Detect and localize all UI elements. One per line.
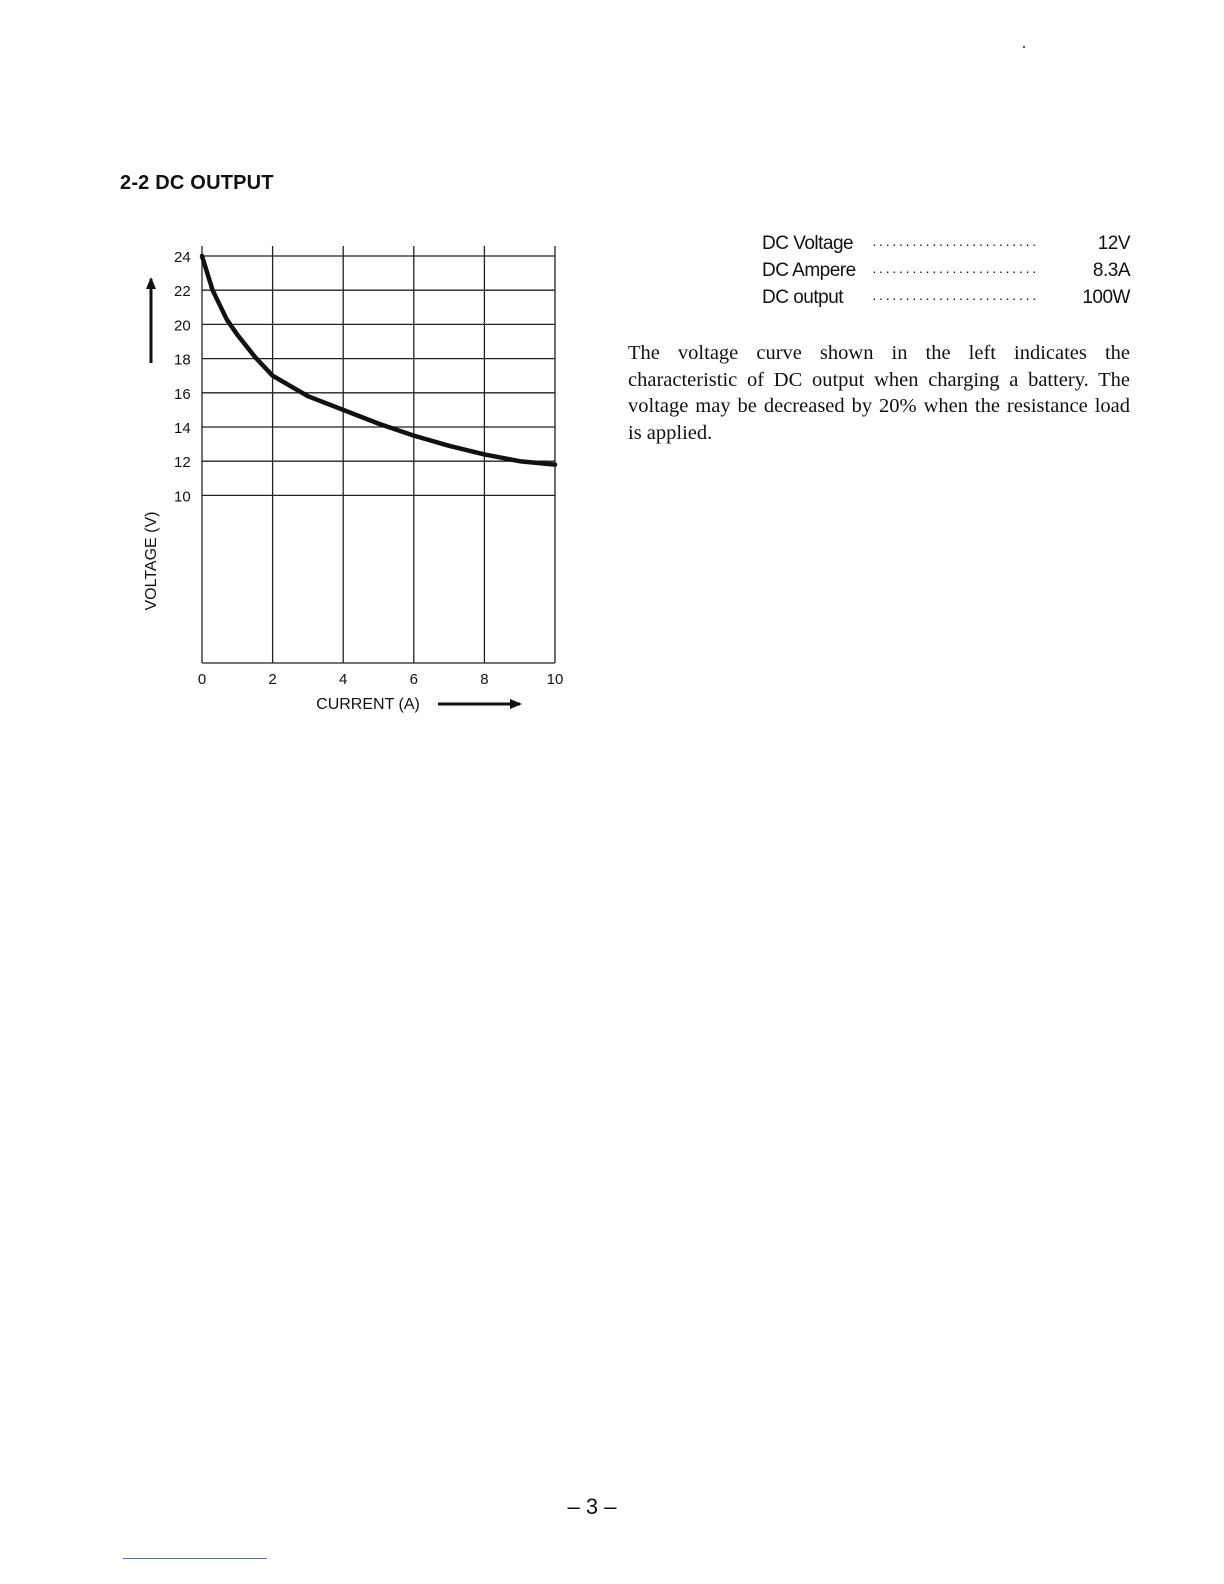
chart-svg: [130, 235, 590, 725]
y-tick-label: 12: [174, 454, 191, 472]
chart-labels: [143, 249, 563, 713]
page-number: – 3 –: [567, 1494, 617, 1519]
spec-row-dc-ampere: [762, 260, 1130, 287]
spec-value: 8.3A: [1092, 260, 1130, 281]
spec-value: 12V: [1097, 233, 1130, 254]
spec-row-dc-voltage: [762, 233, 1130, 260]
y-tick-label: 18: [174, 351, 191, 369]
spec-value: 100W: [1082, 287, 1130, 308]
y-tick-label: 14: [174, 420, 191, 437]
chart-curve-layer: [202, 256, 555, 465]
footer-rule: [123, 1558, 267, 1559]
spec-label: DC Voltage: [762, 233, 854, 254]
y-axis-title: VOLTAGE (V): [143, 511, 160, 611]
x-tick-label: 10: [546, 671, 564, 688]
x-axis-title: CURRENT (A): [316, 696, 420, 713]
section-title: 2-2 DC OUTPUT: [120, 172, 274, 194]
voltage-curve: [202, 256, 555, 465]
description-paragraph: The voltage curve shown in the left indicates the characteristic of DC output when charging a battery. The voltage may be decreased by 20% when the resistance load is applied.: [628, 342, 1130, 444]
dc-specs-list: [762, 233, 1130, 314]
chart-grid: [202, 246, 555, 663]
x-tick-label: 2: [268, 671, 277, 688]
leader-dots: ·························: [872, 263, 1039, 279]
spec-row-dc-output: [762, 287, 1130, 314]
spec-label: DC output: [762, 287, 844, 308]
leader-dots: ·························: [872, 236, 1039, 252]
voltage-current-chart: [130, 235, 590, 725]
leader-dots: ·························: [872, 290, 1039, 306]
x-tick-label: 4: [339, 671, 348, 688]
y-tick-label: 10: [174, 488, 191, 506]
y-tick-label: 22: [174, 283, 191, 301]
y-tick-label: 20: [174, 317, 191, 335]
y-tick-label: 16: [174, 385, 191, 403]
x-tick-label: 8: [480, 671, 489, 688]
x-tick-label: 0: [197, 671, 207, 688]
spec-label: DC Ampere: [762, 260, 856, 281]
x-tick-label: 6: [409, 671, 418, 688]
scan-speck: [1023, 46, 1025, 48]
y-tick-label: 24: [174, 249, 191, 266]
